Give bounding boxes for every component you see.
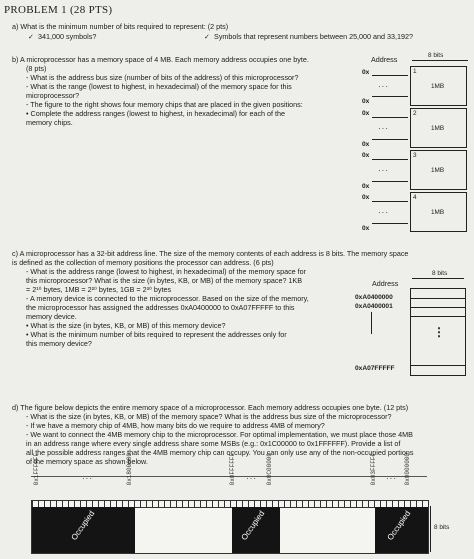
- part-c-line: the microprocessor has assigned the addresses 0xA0400000 to 0xA07FFFFF to this: [26, 303, 295, 312]
- fig-c-bits-arrow: [412, 278, 464, 279]
- chip4-end-ox: 0x: [362, 225, 370, 232]
- part-b-line: • Complete the address ranges (lowest to highest, in hexadecimal) for each of the: [26, 109, 286, 118]
- fig-d-bits-arrow: [430, 506, 431, 552]
- chip-number: 1: [413, 68, 417, 75]
- fig-d-bits-label: 8 bits: [434, 524, 450, 531]
- chip-number: 3: [413, 152, 417, 159]
- dots: ···: [82, 474, 93, 483]
- part-c-line: is defined as the collection of memory positions the processor can address. (6 pts): [12, 258, 274, 267]
- part-c-line: - What is the address range (lowest to highest, in hexadecimal) of the memory space for: [26, 267, 307, 276]
- fig-c-address-label: Address: [372, 279, 399, 288]
- check-icon: ✓: [204, 32, 211, 41]
- dots: ···: [378, 82, 389, 91]
- chip2-end-ox: 0x: [362, 141, 370, 148]
- dots: ···: [378, 166, 389, 175]
- fig-c-addr1: 0xA0400000: [355, 294, 393, 301]
- part-d-line: of the memory space as shown below.: [26, 457, 148, 466]
- dots: ···: [378, 124, 389, 133]
- fig-d-address: 0x1FFFFFF: [33, 453, 40, 486]
- fig-b-bits-arrow: [412, 60, 468, 61]
- part-d-line: - We want to connect the 4MB memory chip to the microprocessor. For optimal implementation, we must place those 4MB: [26, 430, 413, 439]
- memory-chip-1: [410, 66, 467, 106]
- part-c-line: this microprocessor? What is the size (in bytes, KB, or MB) of the memory space? 1KB: [26, 276, 303, 285]
- fig-b-address-label: Address: [371, 55, 398, 64]
- check-icon: ✓: [28, 32, 35, 41]
- fig-d-address: 0x0C00000: [266, 453, 273, 486]
- dots: ···: [246, 474, 257, 483]
- part-b-line: - What is the address bus size (number of bits of the address) of this microprocessor?: [26, 73, 299, 82]
- fig-b-bits-label: 8 bits: [428, 52, 444, 59]
- memory-chip-4: [410, 192, 467, 232]
- row-divider: [411, 316, 465, 317]
- memory-device-c: [410, 288, 466, 376]
- chip-size: 1MB: [431, 167, 445, 174]
- occupied-label: Occupied: [385, 509, 413, 542]
- chip-size: 1MB: [431, 209, 445, 216]
- dots: ···: [378, 208, 389, 217]
- blank-line: [372, 75, 408, 76]
- chip-number: 2: [413, 110, 417, 117]
- chip-size: 1MB: [431, 83, 445, 90]
- blank-line: [372, 96, 408, 97]
- part-b-line: microprocessor?: [26, 91, 80, 100]
- part-b-line: - What is the range (lowest to highest, in hexadecimal) of the memory space for this: [26, 82, 292, 91]
- fig-c-bits-label: 8 bits: [432, 270, 448, 277]
- part-d-line: - If we have a memory chip of 4MB, how many bits do we require to address 4MB of memory?: [26, 421, 325, 430]
- part-d-line: all the possible address ranges that the 4MB memory chip can occupy. You can only use any of the non-occupied portions: [26, 448, 414, 457]
- memory-chip-3: [410, 150, 467, 190]
- chip2-start-ox: 0x: [362, 110, 370, 117]
- part-b-line: - The figure to the right shows four memory chips that are placed in the given positions:: [26, 100, 303, 109]
- part-c-line: this memory device?: [26, 339, 92, 348]
- part-b-line: b) A microprocessor has a memory space of 4 MB. Each memory address occupies one byte.: [12, 55, 309, 64]
- fig-c-blank-bar: [371, 312, 372, 334]
- part-b-line: (8 pts): [26, 64, 47, 73]
- chip-number: 4: [413, 194, 417, 201]
- blank-line: [372, 181, 408, 182]
- row-divider: [411, 307, 465, 308]
- blank-line: [372, 201, 408, 202]
- blank-line: [372, 223, 408, 224]
- blank-line: [372, 159, 408, 160]
- fig-d-address: 0x1800000: [126, 453, 133, 486]
- chip1-start-ox: 0x: [362, 69, 370, 76]
- part-b-line: memory chips.: [26, 118, 73, 127]
- memory-strip: [31, 500, 429, 554]
- part-a-item2: [204, 33, 413, 42]
- fig-d-address: 0x03FFFFF: [370, 453, 377, 486]
- part-a-item1: [28, 33, 96, 42]
- page-title: PROBLEM 1 (28 PTS): [4, 4, 113, 16]
- blank-line: [372, 117, 408, 118]
- fig-c-addr3: 0xA07FFFFF: [355, 365, 395, 372]
- memory-chip-2: [410, 108, 467, 148]
- row-divider: [411, 365, 465, 366]
- fig-d-address: 0x0FFFFFF: [229, 453, 236, 486]
- part-c-line: - A memory device is connected to the microprocessor. Based on the size of the memory,: [26, 294, 309, 303]
- row-divider: [411, 298, 465, 299]
- part-c-line: • What is the minimum number of bits required to represent the addresses only for: [26, 330, 287, 339]
- chip4-start-ox: 0x: [362, 194, 370, 201]
- fig-d-address: 0x0000000: [404, 453, 411, 486]
- part-d-line: - What is the size (in bytes, KB, or MB) of the memory space? What is the address bus size of the microprocessor?: [26, 412, 392, 421]
- blank-line: [372, 139, 408, 140]
- chip3-start-ox: 0x: [362, 152, 370, 159]
- vertical-dots-icon: ⋮: [433, 325, 445, 339]
- part-a-item1-text: 341,000 symbols?: [38, 32, 97, 41]
- part-c-line: = 2¹⁰ bytes, 1MB = 2²⁰ bytes, 1GB = 2³⁰ bytes: [26, 285, 172, 294]
- dots: ···: [386, 474, 397, 483]
- occupied-label: Occupied: [239, 509, 267, 542]
- chip1-end-ox: 0x: [362, 98, 370, 105]
- fig-c-addr2: 0xA0400001: [355, 303, 393, 310]
- part-c-line: c) A microprocessor has a 32-bit address line. The size of the memory contents of each address is 8 bits. The memory space: [12, 249, 409, 258]
- part-d-line: in an address range where every single address share some MSBs (e.g.: 0x1C00000 to 0x1FFFFFF). Provide a list of: [26, 439, 401, 448]
- chip-size: 1MB: [431, 125, 445, 132]
- part-d-line: d) The figure below depicts the entire memory space of a microprocessor. Each memory address occupies one byte. (12 pts): [12, 403, 409, 412]
- chip3-end-ox: 0x: [362, 183, 370, 190]
- part-a-prompt: a) What is the minimum number of bits required to represent: (2 pts): [12, 22, 229, 31]
- part-a-item2-text: Symbols that represent numbers between 25,000 and 33,192?: [214, 32, 414, 41]
- part-c-line: memory device.: [26, 312, 77, 321]
- part-c-line: • What is the size (in bytes, KB, or MB) of this memory device?: [26, 321, 226, 330]
- occupied-label: Occupied: [69, 509, 97, 542]
